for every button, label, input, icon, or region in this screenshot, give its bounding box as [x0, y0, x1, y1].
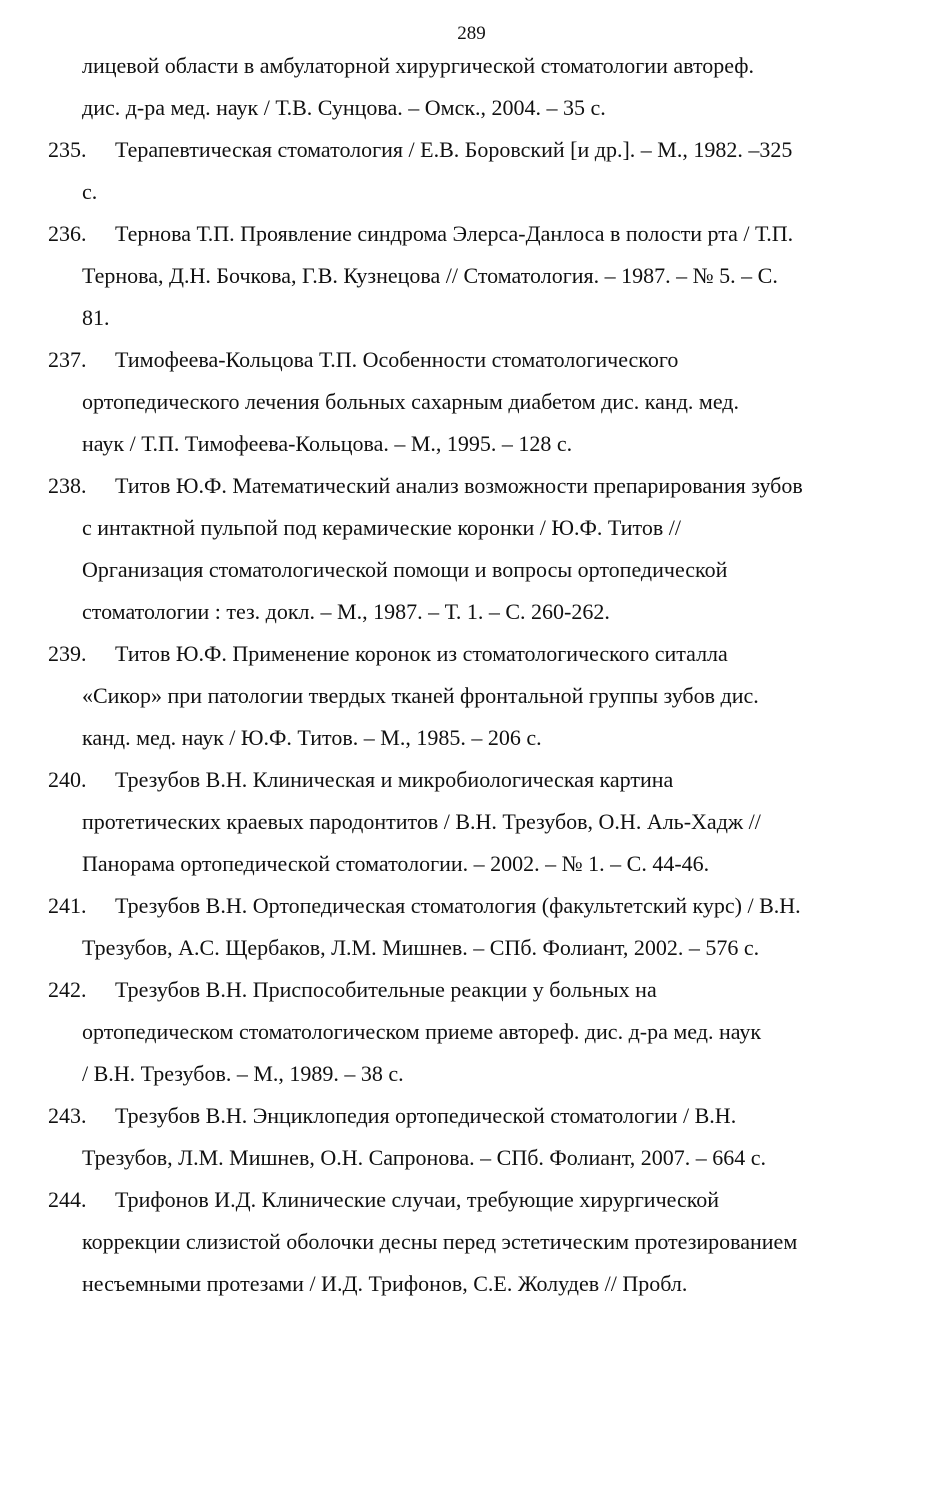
reference-line: Трезубов В.Н. Энциклопедия ортопедической стоматологии / В.Н. [115, 1103, 737, 1128]
reference-list [0, 45, 943, 1305]
reference-text [82, 465, 890, 633]
reference-line: ортопедическом стоматологическом приеме автореф. дис. д-ра мед. наук [82, 1019, 762, 1044]
reference-line: с. [82, 179, 98, 204]
reference-text [82, 1179, 890, 1305]
reference-number: 240. [48, 767, 87, 792]
reference-entry [0, 1179, 943, 1305]
reference-entry [0, 129, 943, 213]
reference-text [82, 885, 890, 969]
reference-entry [0, 885, 943, 969]
reference-line: «Сикор» при патологии твердых тканей фронтальной группы зубов дис. [82, 683, 759, 708]
reference-text [82, 759, 890, 885]
reference-entry [0, 633, 943, 759]
reference-line: дис. д-ра мед. наук / Т.В. Сунцова. – Омск., 2004. – 35 с. [82, 95, 606, 120]
reference-number: 241. [48, 893, 87, 918]
reference-line: лицевой области в амбулаторной хирургической стоматологии автореф. [82, 53, 755, 78]
reference-line: Трезубов, А.С. Щербаков, Л.М. Мишнев. – СПб. Фолиант, 2002. – 576 с. [82, 935, 760, 960]
reference-number: 235. [48, 137, 87, 162]
reference-entry [0, 213, 943, 339]
reference-line: Тернова Т.П. Проявление синдрома Элерса-Данлоса в полости рта / Т.П. [115, 221, 794, 246]
reference-text [82, 45, 890, 129]
reference-line: Трезубов В.Н. Клиническая и микробиологическая картина [115, 767, 674, 792]
reference-line: Титов Ю.Ф. Применение коронок из стоматологического ситалла [115, 641, 728, 666]
reference-line: / В.Н. Трезубов. – М., 1989. – 38 с. [82, 1061, 404, 1086]
reference-text [82, 339, 890, 465]
reference-line: Трифонов И.Д. Клинические случаи, требующие хирургической [115, 1187, 720, 1212]
reference-text [82, 969, 890, 1095]
reference-entry [0, 969, 943, 1095]
reference-text [82, 213, 890, 339]
reference-number: 238. [48, 473, 87, 498]
reference-line: Панорама ортопедической стоматологии. – 2002. – № 1. – С. 44-46. [82, 851, 710, 876]
reference-line: стоматологии : тез. докл. – М., 1987. – Т. 1. – С. 260-262. [82, 599, 610, 624]
reference-number: 243. [48, 1103, 87, 1128]
reference-line: Титов Ю.Ф. Математический анализ возможности препарирования зубов [115, 473, 803, 498]
reference-text [82, 633, 890, 759]
page-number: 289 [457, 23, 486, 44]
reference-line: Трезубов, Л.М. Мишнев, О.Н. Сапронова. – СПб. Фолиант, 2007. – 664 с. [82, 1145, 767, 1170]
reference-number: 236. [48, 221, 87, 246]
reference-line: с интактной пульпой под керамические коронки / Ю.Ф. Титов // [82, 515, 681, 540]
reference-number: 244. [48, 1187, 87, 1212]
reference-number: 242. [48, 977, 87, 1002]
reference-text [82, 1095, 890, 1179]
reference-line: несъемными протезами / И.Д. Трифонов, С.Е. Жолудев // Пробл. [82, 1271, 688, 1296]
reference-line: ортопедического лечения больных сахарным диабетом дис. канд. мед. [82, 389, 739, 414]
reference-line: коррекции слизистой оболочки десны перед эстетическим протезированием [82, 1229, 798, 1254]
reference-line: наук / Т.П. Тимофеева-Кольцова. – М., 1995. – 128 с. [82, 431, 573, 456]
reference-entry [0, 465, 943, 633]
reference-entry [0, 339, 943, 465]
reference-entry [0, 759, 943, 885]
reference-line: протетических краевых пародонтитов / В.Н. Трезубов, О.Н. Аль-Хадж // [82, 809, 761, 834]
reference-line: Организация стоматологической помощи и вопросы ортопедической [82, 557, 728, 582]
reference-number: 237. [48, 347, 87, 372]
reference-number: 239. [48, 641, 87, 666]
reference-text [82, 129, 890, 213]
reference-line: Тимофеева-Кольцова Т.П. Особенности стоматологического [115, 347, 679, 372]
reference-line: канд. мед. наук / Ю.Ф. Титов. – М., 1985. – 206 с. [82, 725, 542, 750]
reference-line: Трезубов В.Н. Приспособительные реакции у больных на [115, 977, 657, 1002]
reference-line: Трезубов В.Н. Ортопедическая стоматология (факультетский курс) / В.Н. [115, 893, 801, 918]
reference-line: 81. [82, 305, 110, 330]
reference-continuation [0, 45, 943, 129]
reference-line: Терапевтическая стоматология / Е.В. Боровский [и др.]. – М., 1982. –325 [115, 137, 793, 162]
reference-line: Тернова, Д.Н. Бочкова, Г.В. Кузнецова // Стоматология. – 1987. – № 5. – С. [82, 263, 778, 288]
reference-entry [0, 1095, 943, 1179]
